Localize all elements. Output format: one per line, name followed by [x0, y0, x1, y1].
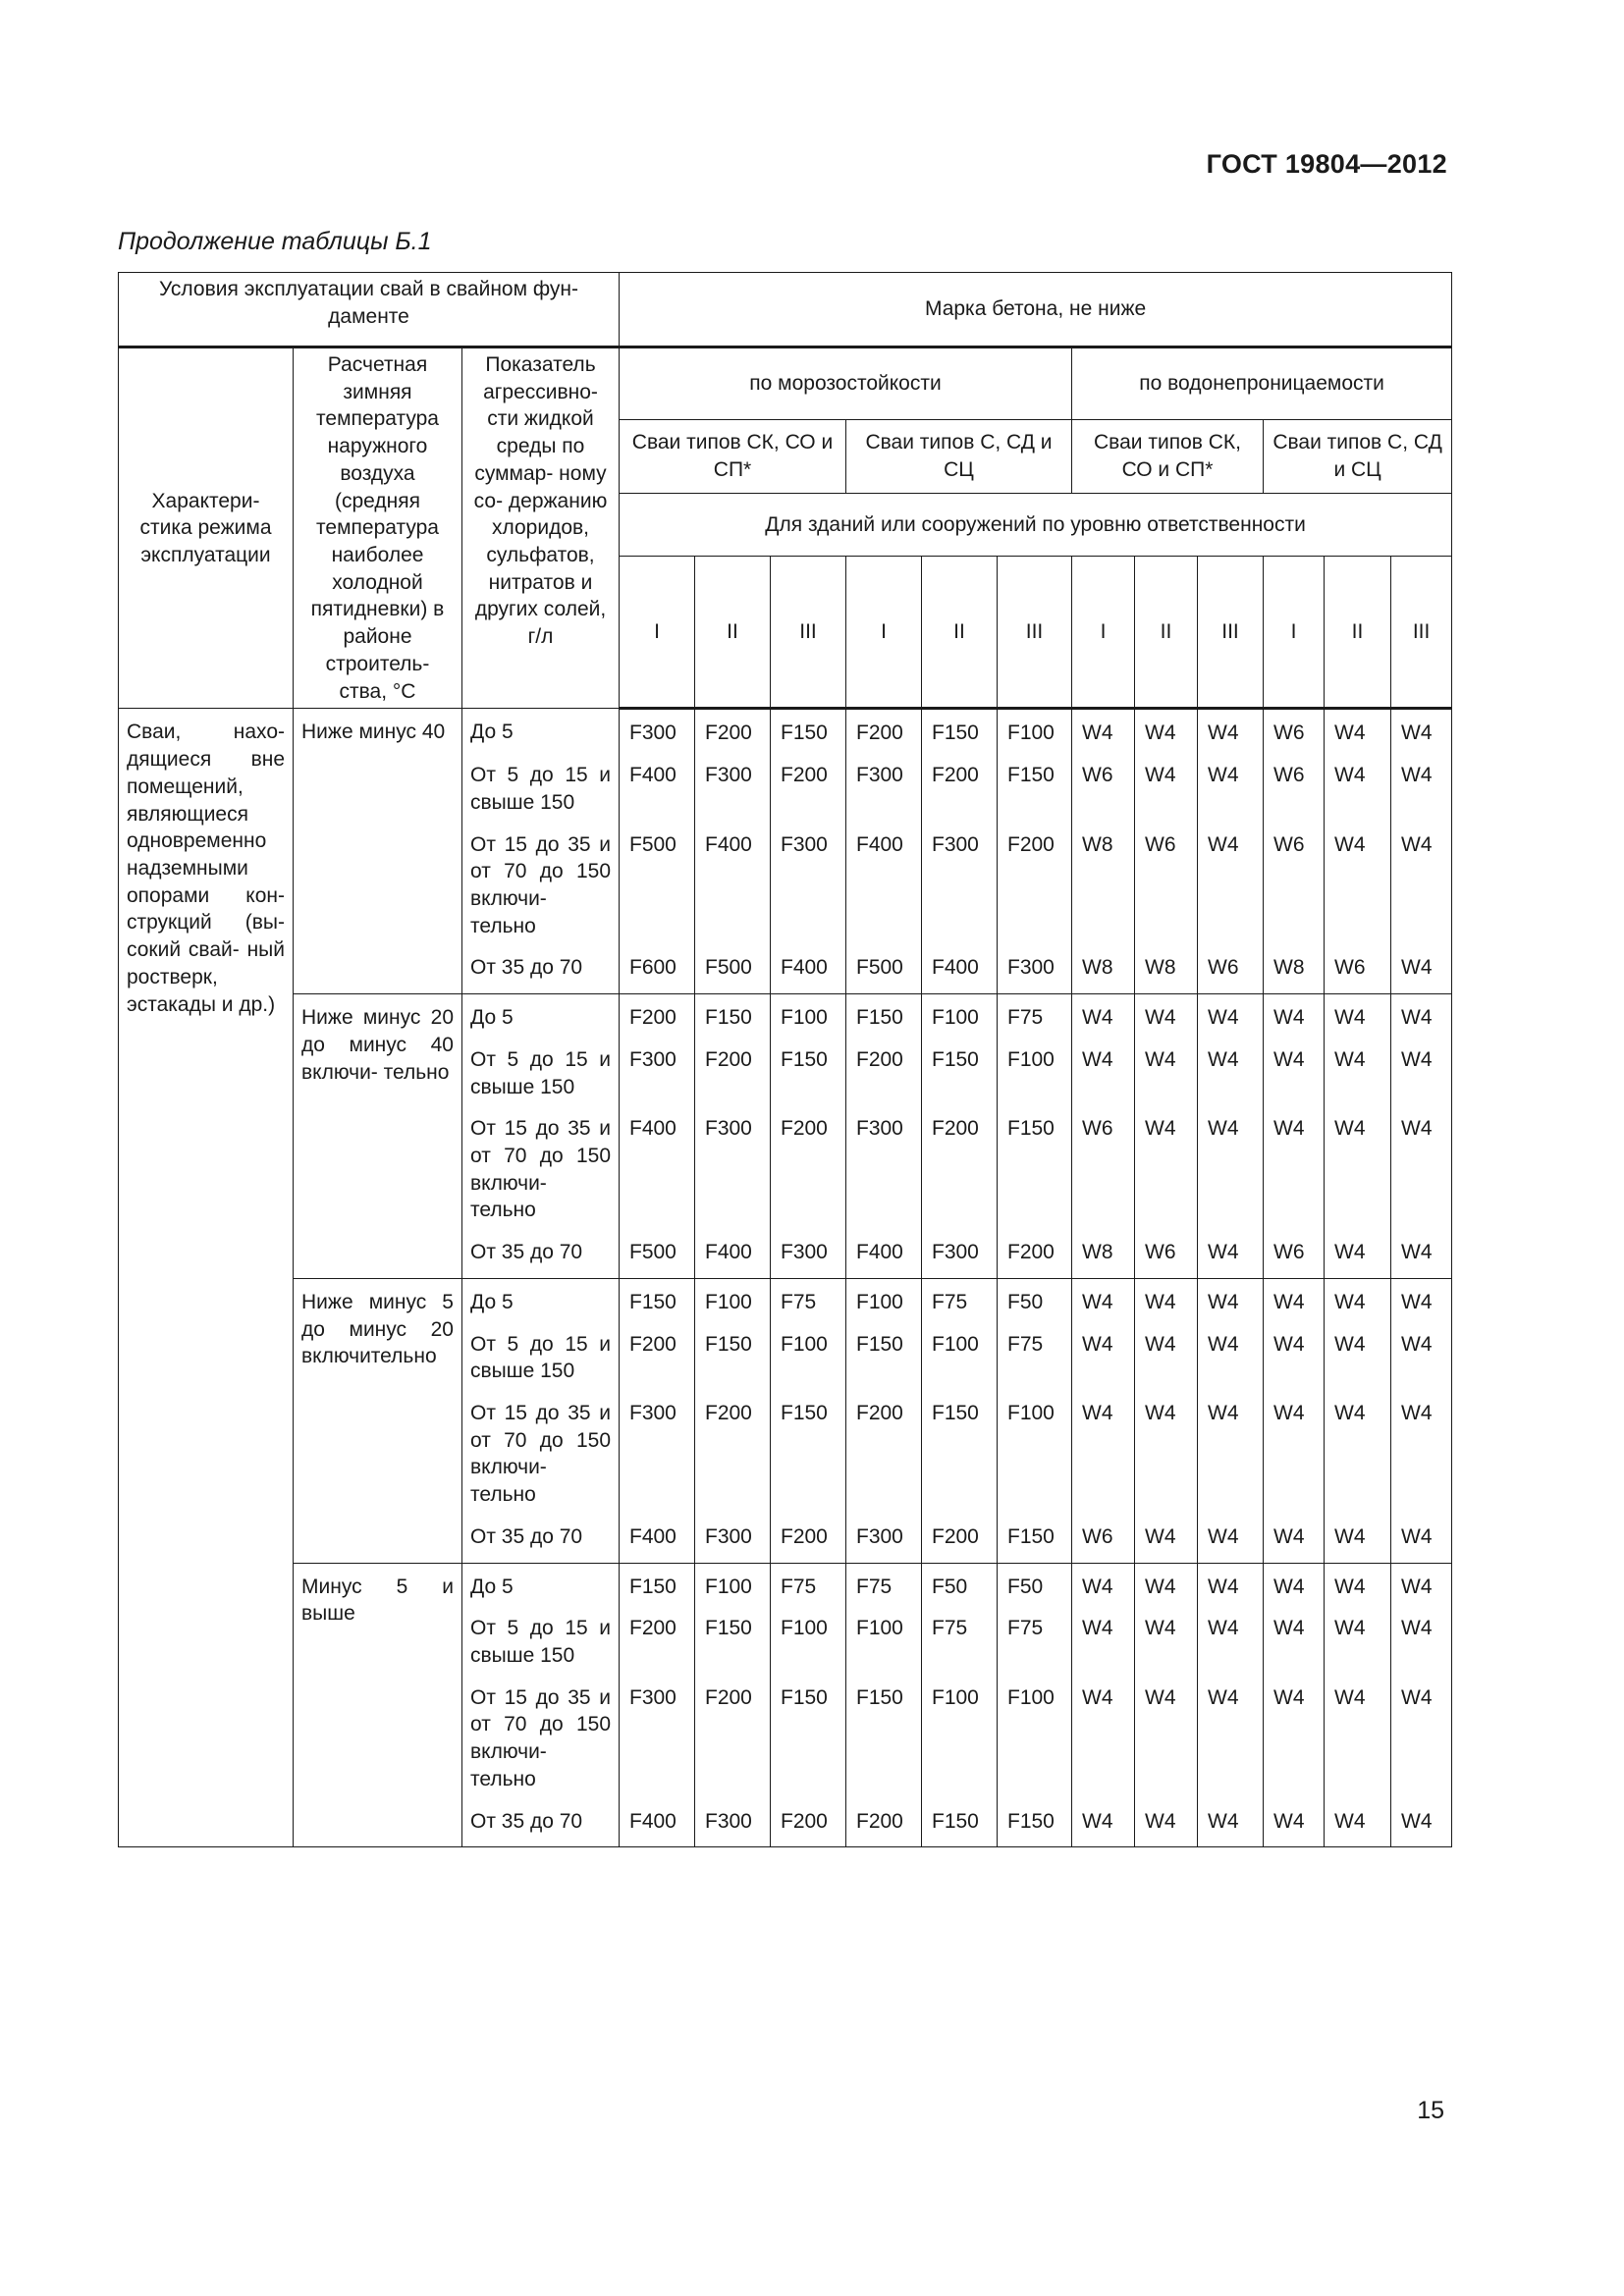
- grade-value-cell: W6: [1264, 820, 1325, 943]
- header-level: I: [846, 557, 922, 709]
- grade-value-cell: F150: [846, 1673, 922, 1796]
- table-caption: Продолжение таблицы Б.1: [118, 228, 432, 255]
- grade-value-cell: W4: [1198, 1319, 1264, 1388]
- grade-value-cell: W4: [1198, 1103, 1264, 1227]
- header-level: III: [771, 557, 846, 709]
- grade-value-cell: W4: [1391, 1563, 1452, 1603]
- grade-value-cell: W4: [1325, 1796, 1391, 1847]
- grade-value-cell: F200: [922, 1512, 998, 1563]
- header-frost: по морозостойкости: [620, 347, 1072, 420]
- grade-value-cell: F400: [695, 1227, 771, 1278]
- grade-value-cell: W4: [1264, 1512, 1325, 1563]
- grade-value-cell: F100: [695, 1278, 771, 1318]
- grade-value-cell: F200: [620, 994, 695, 1035]
- header-mode: Характери- стика режима эксплуатации: [119, 347, 294, 709]
- grade-value-cell: F150: [922, 1035, 998, 1103]
- table-body: [119, 709, 1452, 1847]
- grade-value-cell: F150: [846, 994, 922, 1035]
- grade-value-cell: W4: [1264, 1603, 1325, 1672]
- grade-value-cell: W4: [1325, 1563, 1391, 1603]
- grade-value-cell: F100: [846, 1278, 922, 1318]
- grade-value-cell: F100: [922, 1673, 998, 1796]
- grade-value-cell: W4: [1198, 1227, 1264, 1278]
- grade-value-cell: W4: [1391, 1103, 1452, 1227]
- grade-value-cell: F50: [998, 1563, 1072, 1603]
- grade-value-cell: F500: [695, 942, 771, 993]
- grade-value-cell: F100: [695, 1563, 771, 1603]
- header-aggressiveness: Показатель агрессивно- сти жидкой среды по суммар- ному со- держанию хлоридов, сульфатов, нитратов и других солей, г/л: [462, 347, 620, 709]
- grade-value-cell: F100: [771, 1603, 846, 1672]
- grade-value-cell: F400: [922, 942, 998, 993]
- grade-value-cell: F150: [998, 750, 1072, 819]
- salt-content-cell: До 5: [462, 1278, 620, 1318]
- grade-value-cell: W4: [1072, 709, 1135, 750]
- grade-value-cell: W4: [1072, 1796, 1135, 1847]
- grade-value-cell: F100: [922, 994, 998, 1035]
- grade-value-cell: W4: [1072, 1603, 1135, 1672]
- grade-value-cell: F300: [998, 942, 1072, 993]
- grade-value-cell: W6: [1264, 1227, 1325, 1278]
- grade-value-cell: F150: [695, 994, 771, 1035]
- grade-value-cell: W6: [1264, 750, 1325, 819]
- grade-value-cell: W4: [1391, 820, 1452, 943]
- salt-content-cell: От 35 до 70: [462, 1796, 620, 1847]
- header-level: III: [1198, 557, 1264, 709]
- grade-value-cell: F75: [998, 1319, 1072, 1388]
- salt-content-cell: От 15 до 35 и от 70 до 150 включи- тельно: [462, 1673, 620, 1796]
- grade-value-cell: F100: [998, 1388, 1072, 1512]
- grade-value-cell: F200: [771, 1796, 846, 1847]
- grade-value-cell: F200: [695, 709, 771, 750]
- table-row: [119, 709, 1452, 750]
- grade-value-cell: W4: [1325, 1603, 1391, 1672]
- grade-value-cell: F100: [846, 1603, 922, 1672]
- grade-value-cell: W4: [1391, 1319, 1452, 1388]
- grade-value-cell: F300: [922, 820, 998, 943]
- grade-value-cell: W4: [1264, 1319, 1325, 1388]
- grade-value-cell: F300: [846, 750, 922, 819]
- grade-value-cell: F150: [620, 1563, 695, 1603]
- grade-value-cell: W6: [1135, 820, 1198, 943]
- grade-value-cell: F200: [620, 1603, 695, 1672]
- table-row: [119, 1563, 1452, 1603]
- grade-value-cell: F300: [620, 1388, 695, 1512]
- grade-value-cell: W4: [1135, 1796, 1198, 1847]
- grade-value-cell: W4: [1325, 1227, 1391, 1278]
- grade-value-cell: F100: [771, 994, 846, 1035]
- grade-value-cell: W4: [1198, 1603, 1264, 1672]
- grade-value-cell: F300: [620, 709, 695, 750]
- grade-value-cell: W4: [1325, 994, 1391, 1035]
- grade-value-cell: W4: [1072, 1278, 1135, 1318]
- grade-value-cell: F300: [846, 1103, 922, 1227]
- grade-value-cell: W4: [1198, 1563, 1264, 1603]
- header-pile-type: Сваи типов С, СД и СЦ: [1264, 420, 1452, 493]
- grade-value-cell: F400: [771, 942, 846, 993]
- grade-value-cell: F300: [922, 1227, 998, 1278]
- salt-content-cell: От 5 до 15 и свыше 150: [462, 1035, 620, 1103]
- grade-value-cell: W4: [1135, 1278, 1198, 1318]
- grade-value-cell: W8: [1072, 1227, 1135, 1278]
- salt-content-cell: От 15 до 35 и от 70 до 150 включи- тельно: [462, 1388, 620, 1512]
- grade-value-cell: F300: [695, 1512, 771, 1563]
- grade-value-cell: W4: [1325, 750, 1391, 819]
- grade-value-cell: W4: [1325, 1319, 1391, 1388]
- grade-value-cell: F150: [846, 1319, 922, 1388]
- grade-value-cell: W6: [1325, 942, 1391, 993]
- grade-value-cell: F400: [620, 1103, 695, 1227]
- grade-value-cell: W4: [1072, 1035, 1135, 1103]
- grade-value-cell: W8: [1072, 942, 1135, 993]
- header-level: II: [695, 557, 771, 709]
- grade-value-cell: F200: [922, 1103, 998, 1227]
- header-concrete-grade: Марка бетона, не ниже: [620, 273, 1452, 347]
- grade-value-cell: F200: [922, 750, 998, 819]
- temperature-cell: Ниже минус 5 до минус 20 включительно: [294, 1278, 462, 1563]
- salt-content-cell: От 35 до 70: [462, 1227, 620, 1278]
- header-conditions: Условия эксплуатации свай в свайном фун- даменте: [119, 273, 620, 347]
- temperature-cell: Ниже минус 40: [294, 709, 462, 994]
- grade-value-cell: W4: [1325, 709, 1391, 750]
- grade-value-cell: F75: [771, 1563, 846, 1603]
- grade-value-cell: W4: [1264, 1278, 1325, 1318]
- grade-value-cell: W4: [1198, 820, 1264, 943]
- header-level: III: [1391, 557, 1452, 709]
- grade-value-cell: W4: [1325, 1388, 1391, 1512]
- grade-value-cell: W4: [1135, 1103, 1198, 1227]
- grade-value-cell: W4: [1264, 1103, 1325, 1227]
- header-pile-type: Сваи типов СК, СО и СП*: [620, 420, 846, 493]
- grade-value-cell: W4: [1325, 1278, 1391, 1318]
- grade-value-cell: F400: [620, 1512, 695, 1563]
- grade-value-cell: F75: [998, 1603, 1072, 1672]
- grade-value-cell: W4: [1135, 1035, 1198, 1103]
- salt-content-cell: От 35 до 70: [462, 942, 620, 993]
- grade-value-cell: W4: [1391, 1278, 1452, 1318]
- grade-value-cell: W4: [1135, 1673, 1198, 1796]
- grade-value-cell: W6: [1135, 1227, 1198, 1278]
- grade-value-cell: W4: [1135, 1512, 1198, 1563]
- grade-value-cell: F100: [998, 1673, 1072, 1796]
- grade-value-cell: F50: [922, 1563, 998, 1603]
- grade-value-cell: W4: [1198, 750, 1264, 819]
- grade-value-cell: W4: [1198, 1388, 1264, 1512]
- grade-value-cell: W4: [1391, 994, 1452, 1035]
- grade-value-cell: F300: [771, 1227, 846, 1278]
- header-temperature: Расчетная зимняя температура наружного воздуха (средняя температура наиболее холодной пятидневки) в районе строитель- ства, °С: [294, 347, 462, 709]
- grade-value-cell: F500: [846, 942, 922, 993]
- grade-value-cell: W4: [1072, 1388, 1135, 1512]
- document-code: ГОСТ 19804—2012: [1206, 149, 1447, 179]
- grade-value-cell: F100: [922, 1319, 998, 1388]
- salt-content-cell: От 35 до 70: [462, 1512, 620, 1563]
- grade-value-cell: W4: [1072, 1319, 1135, 1388]
- salt-content-cell: До 5: [462, 709, 620, 750]
- grade-value-cell: F150: [922, 1388, 998, 1512]
- grade-value-cell: W4: [1264, 1563, 1325, 1603]
- grade-value-cell: W4: [1391, 709, 1452, 750]
- header-level: I: [620, 557, 695, 709]
- grade-value-cell: F300: [771, 820, 846, 943]
- grade-value-cell: W6: [1072, 750, 1135, 819]
- grade-value-cell: W4: [1391, 1227, 1452, 1278]
- grade-value-cell: F500: [620, 1227, 695, 1278]
- grade-value-cell: W4: [1264, 1673, 1325, 1796]
- grade-value-cell: W4: [1198, 1796, 1264, 1847]
- grade-value-cell: W4: [1325, 1103, 1391, 1227]
- grade-value-cell: W8: [1264, 942, 1325, 993]
- grade-value-cell: F600: [620, 942, 695, 993]
- grade-value-cell: F50: [998, 1278, 1072, 1318]
- grade-value-cell: F200: [998, 820, 1072, 943]
- grade-value-cell: F400: [695, 820, 771, 943]
- grade-value-cell: F75: [771, 1278, 846, 1318]
- grade-value-cell: W4: [1135, 1603, 1198, 1672]
- header-water: по водонепроницаемости: [1072, 347, 1452, 420]
- header-level: I: [1072, 557, 1135, 709]
- grade-value-cell: W4: [1198, 1035, 1264, 1103]
- salt-content-cell: До 5: [462, 994, 620, 1035]
- grade-value-cell: W4: [1198, 709, 1264, 750]
- header-pile-type: Сваи типов С, СД и СЦ: [846, 420, 1072, 493]
- grade-value-cell: F200: [846, 709, 922, 750]
- grade-value-cell: F150: [998, 1512, 1072, 1563]
- grade-value-cell: F400: [620, 1796, 695, 1847]
- grade-value-cell: F200: [695, 1673, 771, 1796]
- grade-value-cell: W4: [1135, 1388, 1198, 1512]
- grade-value-cell: F300: [620, 1035, 695, 1103]
- grade-value-cell: W4: [1198, 1512, 1264, 1563]
- salt-content-cell: От 15 до 35 и от 70 до 150 включи- тельно: [462, 820, 620, 943]
- grade-value-cell: F200: [695, 1035, 771, 1103]
- grade-value-cell: W4: [1264, 994, 1325, 1035]
- header-level: II: [922, 557, 998, 709]
- grade-value-cell: W4: [1072, 994, 1135, 1035]
- grade-value-cell: W4: [1391, 942, 1452, 993]
- grade-value-cell: W6: [1264, 709, 1325, 750]
- concrete-grade-table: [118, 272, 1452, 1847]
- grade-value-cell: W4: [1264, 1035, 1325, 1103]
- grade-value-cell: F150: [771, 1388, 846, 1512]
- table-header: [119, 273, 1452, 709]
- temperature-cell: Минус 5 и выше: [294, 1563, 462, 1847]
- header-level: II: [1325, 557, 1391, 709]
- header-responsibility: Для зданий или сооружений по уровню ответственности: [620, 493, 1452, 556]
- grade-value-cell: F150: [695, 1603, 771, 1672]
- grade-value-cell: F75: [922, 1278, 998, 1318]
- header-pile-type: Сваи типов СК, СО и СП*: [1072, 420, 1264, 493]
- grade-value-cell: W4: [1391, 1388, 1452, 1512]
- grade-value-cell: F150: [922, 1796, 998, 1847]
- grade-value-cell: F150: [620, 1278, 695, 1318]
- salt-content-cell: От 5 до 15 и свыше 150: [462, 1319, 620, 1388]
- grade-value-cell: F150: [771, 709, 846, 750]
- salt-content-cell: От 5 до 15 и свыше 150: [462, 1603, 620, 1672]
- temperature-cell: Ниже минус 20 до минус 40 включи- тельно: [294, 994, 462, 1279]
- grade-value-cell: W4: [1072, 1563, 1135, 1603]
- grade-value-cell: W4: [1198, 1278, 1264, 1318]
- grade-value-cell: W4: [1325, 1512, 1391, 1563]
- grade-value-cell: F75: [998, 994, 1072, 1035]
- grade-value-cell: F200: [846, 1796, 922, 1847]
- grade-value-cell: F300: [620, 1673, 695, 1796]
- grade-value-cell: W4: [1264, 1796, 1325, 1847]
- grade-value-cell: W4: [1135, 709, 1198, 750]
- header-level: I: [1264, 557, 1325, 709]
- header-level: II: [1135, 557, 1198, 709]
- grade-value-cell: F200: [771, 1512, 846, 1563]
- grade-value-cell: W4: [1391, 1512, 1452, 1563]
- grade-value-cell: F400: [846, 820, 922, 943]
- grade-value-cell: F300: [695, 1103, 771, 1227]
- header-level: III: [998, 557, 1072, 709]
- grade-value-cell: W4: [1135, 1319, 1198, 1388]
- grade-value-cell: F200: [771, 1103, 846, 1227]
- grade-value-cell: F400: [846, 1227, 922, 1278]
- grade-value-cell: F200: [771, 750, 846, 819]
- operating-mode-cell: Сваи, нахо- дящиеся вне помещений, являющиеся одновременно надземными опорами кон- струкций (вы- сокий свай- ный ростверк, эстакады и др.): [119, 709, 294, 1847]
- grade-value-cell: F150: [771, 1673, 846, 1796]
- table-row: [119, 1278, 1452, 1318]
- grade-value-cell: F300: [695, 750, 771, 819]
- grade-value-cell: F100: [771, 1319, 846, 1388]
- salt-content-cell: До 5: [462, 1563, 620, 1603]
- grade-value-cell: F150: [771, 1035, 846, 1103]
- salt-content-cell: От 5 до 15 и свыше 150: [462, 750, 620, 819]
- grade-value-cell: W4: [1198, 994, 1264, 1035]
- grade-value-cell: F500: [620, 820, 695, 943]
- grade-value-cell: F100: [998, 709, 1072, 750]
- grade-value-cell: F200: [620, 1319, 695, 1388]
- table-row: [119, 994, 1452, 1035]
- grade-value-cell: F200: [695, 1388, 771, 1512]
- grade-value-cell: F100: [998, 1035, 1072, 1103]
- grade-value-cell: F200: [998, 1227, 1072, 1278]
- grade-value-cell: W6: [1072, 1512, 1135, 1563]
- grade-value-cell: W4: [1391, 1035, 1452, 1103]
- grade-value-cell: F150: [998, 1103, 1072, 1227]
- grade-value-cell: F75: [846, 1563, 922, 1603]
- grade-value-cell: W4: [1135, 994, 1198, 1035]
- grade-value-cell: F150: [922, 709, 998, 750]
- grade-value-cell: W4: [1325, 1673, 1391, 1796]
- grade-value-cell: W4: [1135, 750, 1198, 819]
- grade-value-cell: W6: [1072, 1103, 1135, 1227]
- grade-value-cell: F75: [922, 1603, 998, 1672]
- grade-value-cell: W4: [1325, 820, 1391, 943]
- grade-value-cell: W4: [1135, 1563, 1198, 1603]
- grade-value-cell: F150: [695, 1319, 771, 1388]
- grade-value-cell: W4: [1264, 1388, 1325, 1512]
- grade-value-cell: F300: [695, 1796, 771, 1847]
- grade-value-cell: F400: [620, 750, 695, 819]
- grade-value-cell: W8: [1072, 820, 1135, 943]
- grade-value-cell: F200: [846, 1035, 922, 1103]
- salt-content-cell: От 15 до 35 и от 70 до 150 включи- тельно: [462, 1103, 620, 1227]
- grade-value-cell: W6: [1198, 942, 1264, 993]
- grade-value-cell: W4: [1325, 1035, 1391, 1103]
- grade-value-cell: F200: [846, 1388, 922, 1512]
- grade-value-cell: W4: [1072, 1673, 1135, 1796]
- grade-value-cell: F150: [998, 1796, 1072, 1847]
- grade-value-cell: W4: [1391, 750, 1452, 819]
- grade-value-cell: F300: [846, 1512, 922, 1563]
- grade-value-cell: W4: [1391, 1796, 1452, 1847]
- grade-value-cell: W4: [1198, 1673, 1264, 1796]
- page-number: 15: [1417, 2097, 1444, 2124]
- grade-value-cell: W4: [1391, 1603, 1452, 1672]
- grade-value-cell: W4: [1391, 1673, 1452, 1796]
- grade-value-cell: W8: [1135, 942, 1198, 993]
